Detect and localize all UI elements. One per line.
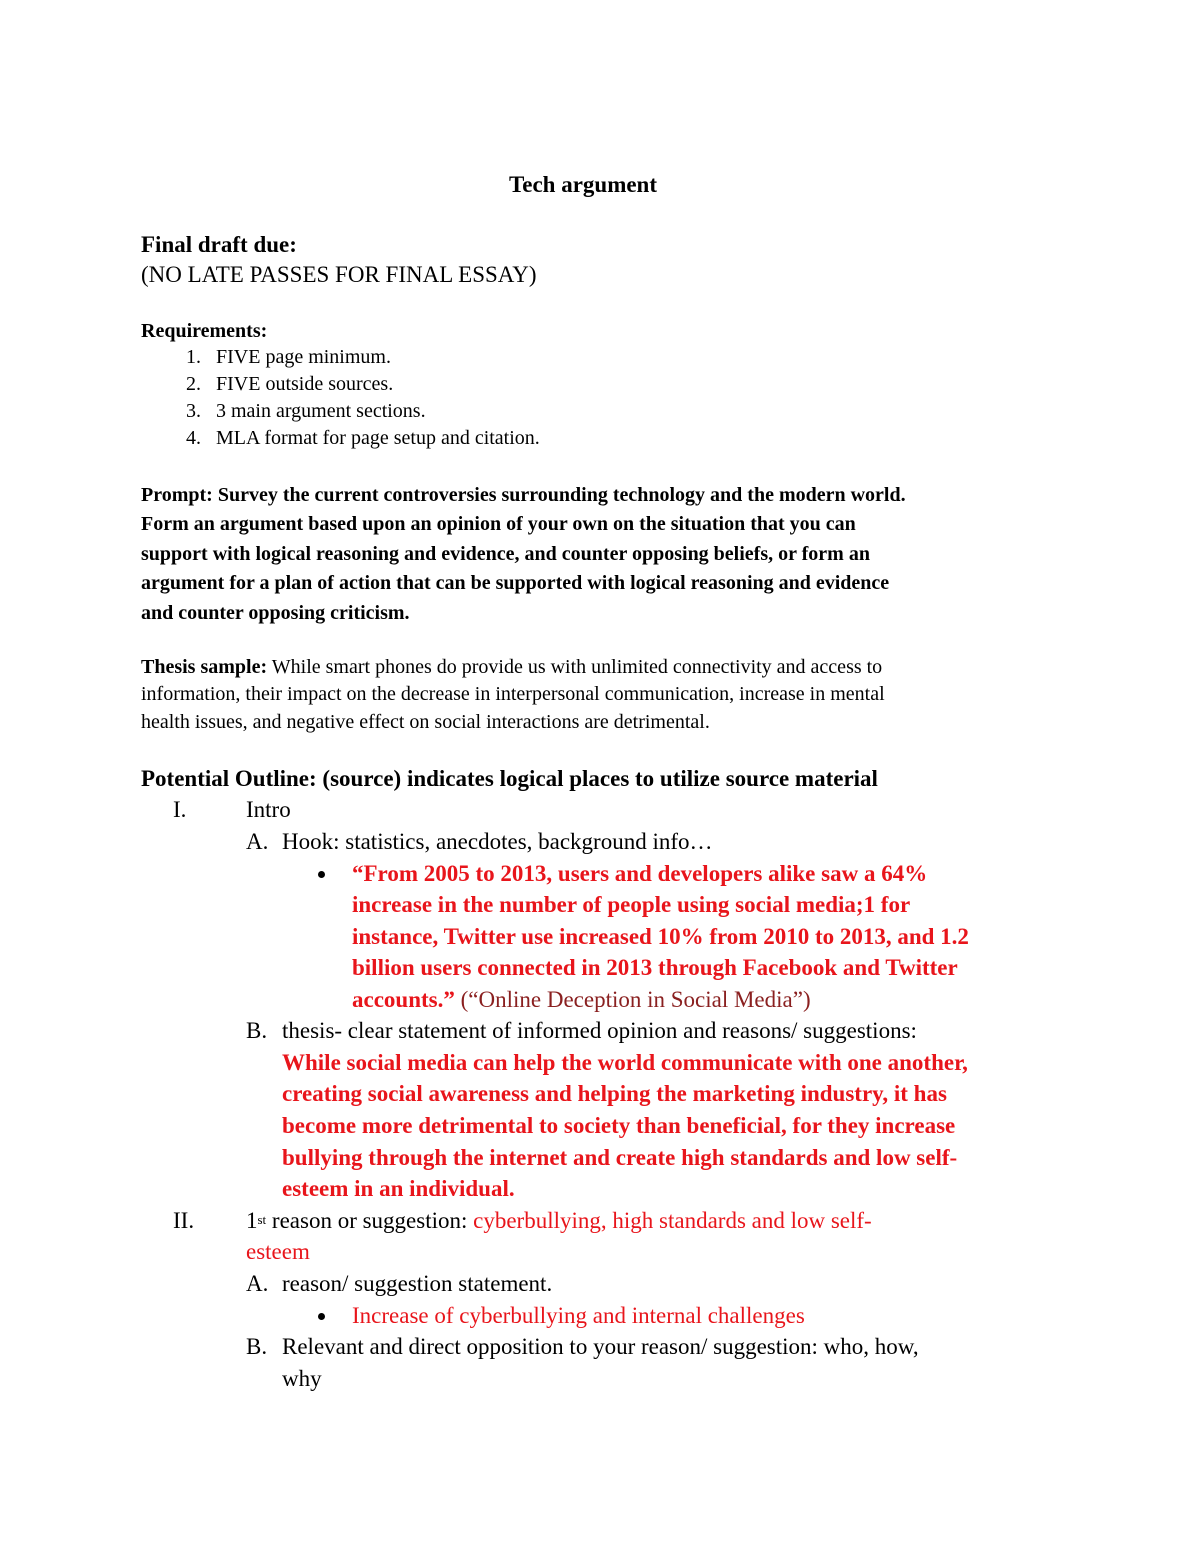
prompt-line: Prompt: Survey the current controversies surrounding technology and the modern world. bbox=[141, 484, 906, 506]
list-item: FIVE outside sources. bbox=[216, 373, 394, 395]
prompt-line: argument for a plan of action that can be supported with logical reasoning and evidence bbox=[141, 572, 890, 594]
outline-letter: B. bbox=[246, 1334, 268, 1359]
thesis-line: esteem in an individual. bbox=[282, 1176, 515, 1201]
outline-item: thesis- clear statement of informed opinion and reasons/ suggestions: bbox=[282, 1018, 917, 1043]
quote-line: “From 2005 to 2013, users and developers alike saw a 64% bbox=[352, 861, 928, 886]
list-item-number: 1. bbox=[186, 346, 201, 368]
thesis-sample-line: information, their impact on the decrease in interpersonal communication, increase in mental bbox=[141, 683, 885, 705]
quote-line: billion users connected in 2013 through Facebook and Twitter bbox=[352, 955, 958, 980]
section-label: reason or suggestion: bbox=[266, 1208, 474, 1233]
section-heading bbox=[246, 1208, 872, 1234]
roman-numeral: I. bbox=[173, 797, 187, 822]
thesis-sample-label: Thesis sample: bbox=[141, 656, 268, 678]
quote-source: (“Online Deception in Social Media”) bbox=[460, 987, 811, 1012]
list-item: FIVE page minimum. bbox=[216, 346, 391, 368]
document-title: Tech argument bbox=[509, 172, 658, 197]
prompt-line: and counter opposing criticism. bbox=[141, 602, 410, 624]
outline-item: reason/ suggestion statement. bbox=[282, 1271, 553, 1296]
outline-letter: B. bbox=[246, 1018, 268, 1043]
list-item: MLA format for page setup and citation. bbox=[216, 427, 540, 449]
section-title: Intro bbox=[246, 797, 291, 822]
ordinal: 1 bbox=[246, 1208, 258, 1233]
quote-line: increase in the number of people using social media;1 for bbox=[352, 892, 911, 917]
bullet-icon bbox=[318, 1313, 325, 1320]
outline-letter: A. bbox=[246, 1271, 269, 1296]
quote-line bbox=[352, 987, 811, 1013]
list-item-number: 3. bbox=[186, 400, 201, 422]
due-note: (NO LATE PASSES FOR FINAL ESSAY) bbox=[141, 262, 537, 287]
requirements-label: Requirements: bbox=[141, 320, 268, 342]
outline-item: Hook: statistics, anecdotes, background info… bbox=[282, 829, 713, 854]
list-item-number: 4. bbox=[186, 427, 201, 449]
bullet-icon bbox=[318, 871, 325, 878]
section-topic: cyberbullying, high standards and low self- bbox=[473, 1208, 872, 1233]
roman-numeral: II. bbox=[173, 1208, 195, 1233]
outline-item: why bbox=[282, 1366, 322, 1391]
ordinal-suffix: st bbox=[257, 1212, 267, 1227]
outline-item: Relevant and direct opposition to your reason/ suggestion: who, how, bbox=[282, 1334, 919, 1359]
section-topic: esteem bbox=[246, 1239, 310, 1264]
due-label: Final draft due: bbox=[141, 232, 297, 257]
thesis-line: creating social awareness and helping the marketing industry, it has bbox=[282, 1081, 947, 1106]
quote-end: accounts.” bbox=[352, 987, 455, 1012]
bullet-text: Increase of cyberbullying and internal challenges bbox=[352, 1303, 805, 1328]
thesis-sample-text: While smart phones do provide us with unlimited connectivity and access to bbox=[271, 656, 883, 678]
prompt-line: Form an argument based upon an opinion of your own on the situation that you can bbox=[141, 513, 856, 535]
prompt-line: support with logical reasoning and evidence, and counter opposing beliefs, or form an bbox=[141, 543, 870, 565]
outline-letter: A. bbox=[246, 829, 269, 854]
list-item: 3 main argument sections. bbox=[216, 400, 426, 422]
outline-heading: Potential Outline: (source) indicates logical places to utilize source material bbox=[141, 766, 878, 791]
thesis-line: bullying through the internet and create high standards and low self- bbox=[282, 1145, 958, 1170]
thesis-line: While social media can help the world communicate with one another, bbox=[282, 1050, 968, 1075]
quote-line: instance, Twitter use increased 10% from 2010 to 2013, and 1.2 bbox=[352, 924, 969, 949]
list-item-number: 2. bbox=[186, 373, 201, 395]
thesis-sample-line bbox=[141, 656, 882, 679]
thesis-line: become more detrimental to society than beneficial, for they increase bbox=[282, 1113, 956, 1138]
thesis-sample-line: health issues, and negative effect on social interactions are detrimental. bbox=[141, 711, 710, 733]
